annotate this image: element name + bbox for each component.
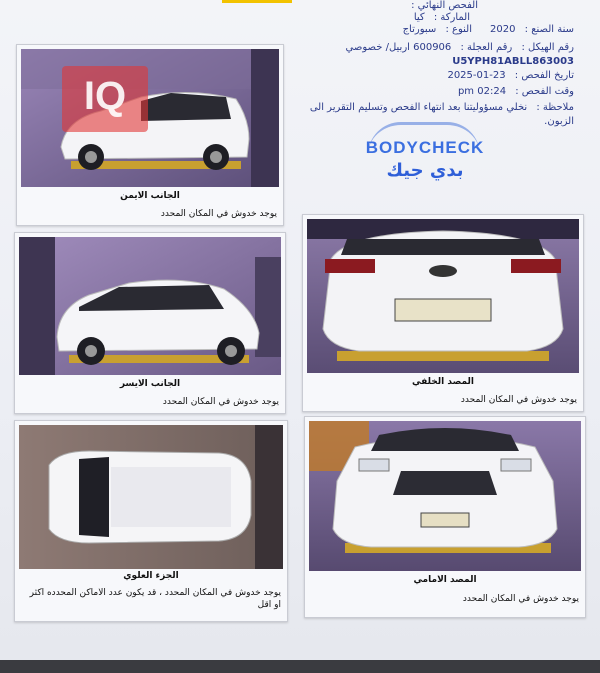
logo-english-text: BODYCHECK bbox=[365, 138, 485, 157]
note-row-2 bbox=[544, 116, 574, 127]
type-value: سبورتاج bbox=[402, 24, 437, 35]
left-side-title: الجانب الايسر bbox=[119, 379, 181, 389]
vin-value: U5YPH81ABLL863003 bbox=[452, 56, 574, 67]
vin-plate-row bbox=[346, 42, 574, 53]
rear-bumper-title: المصد الخلفي bbox=[412, 377, 474, 387]
card-front-bumper bbox=[304, 416, 586, 618]
top-view-title: الجزء العلوي bbox=[123, 571, 179, 581]
plate-label: رقم العجلة : bbox=[460, 42, 513, 53]
brand-value: كيا bbox=[413, 12, 425, 23]
left-side-photo bbox=[19, 237, 281, 375]
logo-arabic-text: بدي جيك bbox=[386, 160, 464, 181]
date-row bbox=[447, 70, 574, 81]
type-label: النوع : bbox=[445, 24, 472, 35]
time-value: 02:24 pm bbox=[457, 86, 507, 97]
left-side-note: يوجد خدوش في المكان المحدد bbox=[162, 397, 279, 407]
year-row bbox=[490, 24, 574, 35]
watermark-logo bbox=[62, 66, 148, 132]
vin-row bbox=[452, 56, 574, 67]
right-side-note: يوجد خدوش في المكان المحدد bbox=[160, 209, 277, 219]
year-label: سنة الصنع : bbox=[524, 24, 574, 35]
date-value: 23-01-2025 bbox=[447, 70, 506, 81]
date-label: تاريخ الفحص : bbox=[514, 70, 574, 81]
card-right-side bbox=[16, 44, 284, 226]
rear-bumper-photo bbox=[307, 219, 579, 373]
note-line2: الزبون. bbox=[544, 116, 574, 127]
card-left-side bbox=[14, 232, 286, 414]
year-value: 2020 bbox=[490, 24, 516, 35]
brand-row bbox=[414, 12, 470, 23]
bodycheck-logo bbox=[362, 122, 488, 186]
plate-value: 600906 اربيل/ خصوصي bbox=[345, 42, 452, 53]
top-view-note: يوجد خدوش في المكان المحدد ، قد يكون عدد الاماكن المحدده اكثر او اقل bbox=[29, 588, 281, 610]
right-side-photo bbox=[21, 49, 279, 187]
watermark-text: IQ bbox=[83, 74, 127, 118]
card-rear-bumper bbox=[302, 214, 584, 412]
top-accent-bar bbox=[222, 0, 292, 3]
time-row bbox=[458, 86, 574, 97]
note-label: ملاحظة : bbox=[536, 102, 574, 113]
report-status-text: الفحص النهائي : bbox=[411, 0, 478, 11]
table-surface bbox=[0, 660, 600, 673]
right-side-title: الجانب الايمن bbox=[120, 191, 180, 201]
top-view-photo bbox=[19, 425, 283, 569]
note-line1: نخلي مسؤوليتنا بعد انتهاء الفحص وتسليم التقرير الى bbox=[309, 102, 528, 113]
front-bumper-photo bbox=[309, 421, 581, 571]
brand-label: الماركة : bbox=[433, 12, 470, 23]
report-status bbox=[411, 0, 478, 11]
rear-bumper-note: يوجد خدوش في المكان المحدد bbox=[460, 395, 577, 405]
type-row bbox=[403, 24, 472, 35]
note-row bbox=[310, 102, 574, 113]
front-bumper-note: يوجد خدوش في المكان المحدد bbox=[462, 594, 579, 604]
vin-label: رقم الهيكل : bbox=[521, 42, 574, 53]
card-top-view bbox=[14, 420, 288, 622]
time-label: وقت الفحص : bbox=[515, 86, 574, 97]
front-bumper-title: المصد الامامي bbox=[413, 575, 477, 585]
